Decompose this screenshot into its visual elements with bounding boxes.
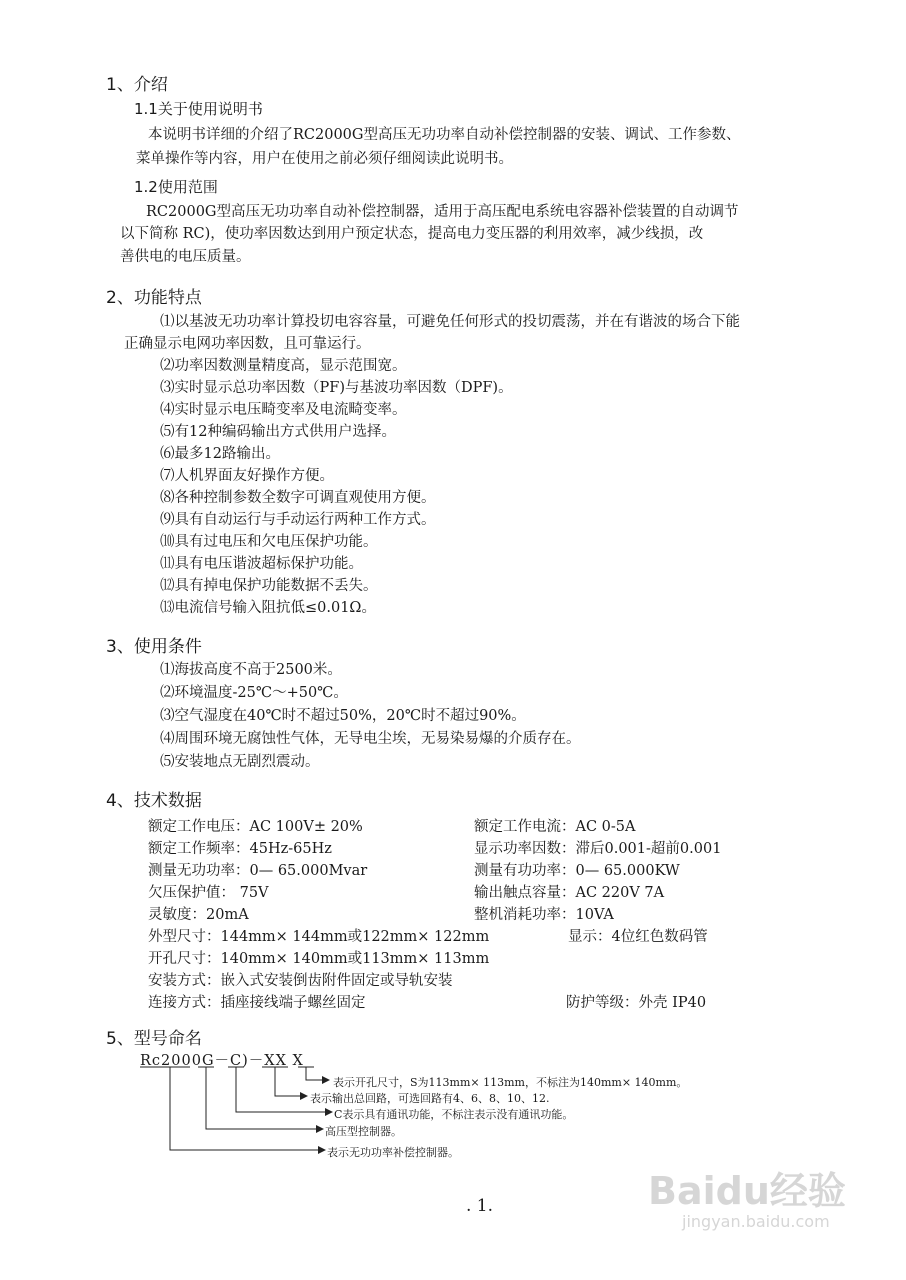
spec-right: 测量有功功率：0— 65.000KW <box>474 863 680 879</box>
naming-note: 表示无功功率补偿控制器。 <box>327 1146 459 1159</box>
watermark-url: jingyan.baidu.com <box>682 1212 830 1231</box>
model-code: Rc2000G－C)－XX X <box>140 1053 304 1069</box>
spec-left: 额定工作电压：AC 100V± 20% <box>148 819 363 835</box>
feature-item: ⑹最多12路输出。 <box>160 446 280 462</box>
feature-item: ⑶实时显示总功率因数（PF)与基波功率因数（DPF)。 <box>160 380 513 396</box>
feature-item: ⑴以基波无功功率计算投切电容容量，可避免任何形式的投切震荡，并在有谐波的场合下能 <box>160 314 740 330</box>
sec1-title: 1、介绍 <box>106 75 168 95</box>
naming-note: 表示开孔尺寸，S为113mm× 113mm，不标注为140mm× 140mm。 <box>333 1076 688 1089</box>
spec-left: 安装方式：嵌入式安装倒齿附件固定或导轨安装 <box>148 973 453 989</box>
spec-left: 连接方式：插座接线端子螺丝固定 <box>148 995 366 1011</box>
watermark-logo: Baidu经验 <box>648 1169 846 1213</box>
sec5-title: 5、型号命名 <box>106 1029 202 1049</box>
spec-right: 防护等级：外壳 IP40 <box>566 995 707 1011</box>
condition-item: ⑵环境温度-25℃～+50℃。 <box>160 685 348 701</box>
sec1-1-line1: 本说明书详细的介绍了RC2000G型高压无功功率自动补偿控制器的安装、调试、工作参数、 <box>148 127 741 143</box>
feature-item: ⒀电流信号输入阻抗低≤0.01Ω。 <box>160 600 376 616</box>
feature-item: ⑽具有过电压和欠电压保护功能。 <box>160 534 378 550</box>
spec-left: 测量无功功率：0— 65.000Mvar <box>148 863 368 879</box>
sec1-2-line2: 以下简称 RC)，使功率因数达到用户预定状态，提高电力变压器的利用效率，减少线损，改 <box>120 226 704 242</box>
sec4-title: 4、技术数据 <box>106 791 202 811</box>
sec3-title: 3、使用条件 <box>106 637 202 657</box>
feature-item: ⑵功率因数测量精度高，显示范围宽。 <box>160 358 407 374</box>
sec1-2-title: 1.2使用范围 <box>134 178 218 196</box>
naming-note: 表示输出总回路，可选回路有4、6、8、10、12. <box>310 1092 550 1105</box>
spec-right: 显示：4位红色数码管 <box>568 929 708 945</box>
spec-left: 外型尺寸：144mm× 144mm或122mm× 122mm <box>148 929 490 945</box>
condition-item: ⑶空气湿度在40℃时不超过50%，20℃时不超过90%。 <box>160 708 526 724</box>
spec-right: 输出触点容量：AC 220V 7A <box>474 885 665 901</box>
feature-item: ⑷实时显示电压畸变率及电流畸变率。 <box>160 402 407 418</box>
feature-item: 正确显示电网功率因数，且可靠运行。 <box>124 336 371 352</box>
naming-note: 高压型控制器。 <box>325 1125 402 1138</box>
spec-left: 灵敏度：20mA <box>148 907 249 923</box>
feature-item: ⑻各种控制参数全数字可调直观使用方便。 <box>160 490 436 506</box>
naming-diagram <box>140 1064 340 1160</box>
sec1-1-line2: 菜单操作等内容，用户在使用之前必须仔细阅读此说明书。 <box>136 151 513 167</box>
feature-item: ⑼具有自动运行与手动运行两种工作方式。 <box>160 512 436 528</box>
condition-item: ⑴海拔高度不高于2500米。 <box>160 662 342 678</box>
spec-right: 显示功率因数：滞后0.001-超前0.001 <box>474 841 722 857</box>
naming-note: C表示具有通讯功能，不标注表示没有通讯功能。 <box>334 1108 574 1121</box>
feature-item: ⑸有12种编码输出方式供用户选择。 <box>160 424 396 440</box>
sec1-2-line3: 善供电的电压质量。 <box>120 249 251 265</box>
spec-right: 额定工作电流：AC 0-5A <box>474 819 636 835</box>
condition-item: ⑷周围环境无腐蚀性气体，无导电尘埃，无易染易爆的介质存在。 <box>160 731 581 747</box>
spec-left: 额定工作频率：45Hz-65Hz <box>148 841 332 857</box>
sec1-1-title: 1.1关于使用说明书 <box>134 100 263 118</box>
feature-item: ⑾具有电压谐波超标保护功能。 <box>160 556 363 572</box>
condition-item: ⑸安装地点无剧烈震动。 <box>160 754 320 770</box>
spec-left: 开孔尺寸：140mm× 140mm或113mm× 113mm <box>148 951 490 967</box>
page-number: . 1. <box>466 1196 494 1216</box>
feature-item: ⑿具有掉电保护功能数据不丢失。 <box>160 578 378 594</box>
sec2-title: 2、功能特点 <box>106 288 202 308</box>
spec-left: 欠压保护值： 75V <box>148 885 269 901</box>
sec1-2-line1: RC2000G型高压无功功率自动补偿控制器，适用于高压配电系统电容器补偿装置的自动调节 <box>146 204 739 220</box>
feature-item: ⑺人机界面友好操作方便。 <box>160 468 334 484</box>
spec-right: 整机消耗功率：10VA <box>474 907 614 923</box>
